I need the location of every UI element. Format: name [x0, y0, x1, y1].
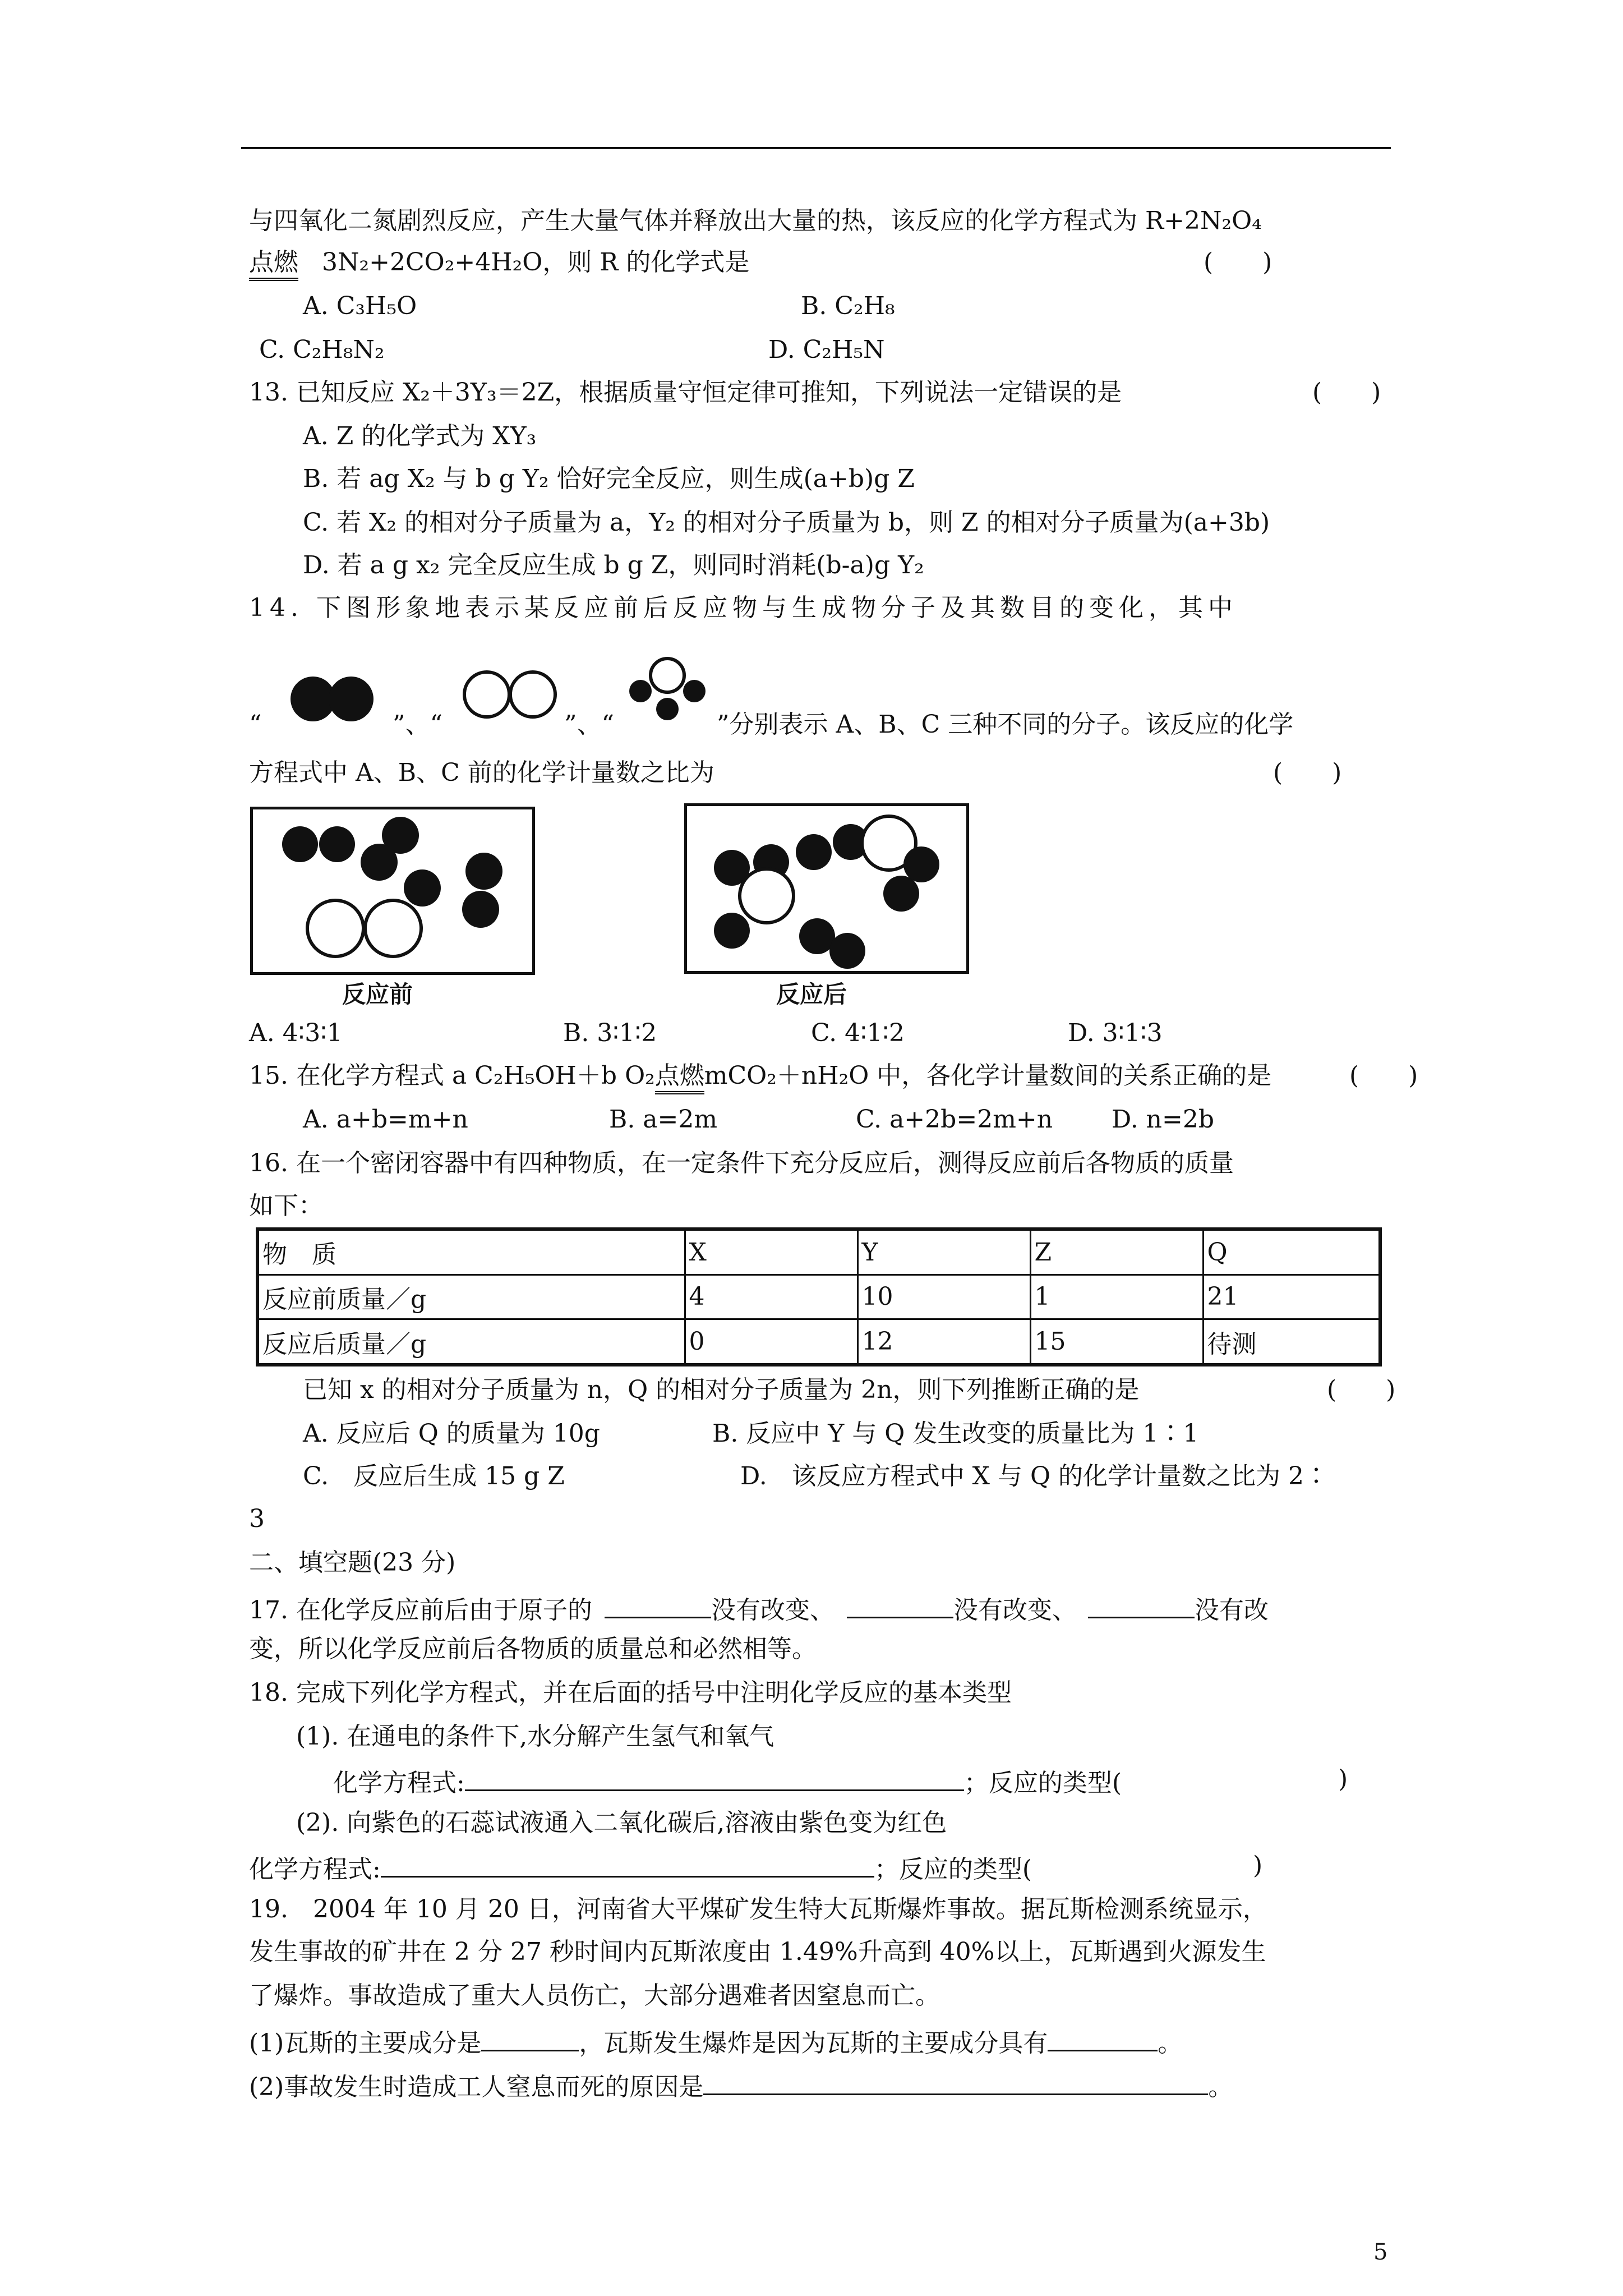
q12-option-d: D. C₂H₅N [768, 335, 885, 364]
page-number: 5 [1373, 2239, 1388, 2265]
q17-line1 [249, 1590, 1269, 1627]
q14-quote-open: “ [249, 710, 262, 739]
equation-blank[interactable] [381, 1849, 874, 1878]
table-cell: X [685, 1229, 857, 1274]
q14-answer-paren: ( ) [1273, 758, 1342, 787]
q12-line2-rest: 3N₂+2CO₂+4H₂O，则 R 的化学式是 [322, 248, 750, 277]
q14-stem: 14. 下图形象地表示某反应前后反应物与生成物分子及其数目的变化，其中 [249, 593, 1238, 622]
q14-option-a: A. 4∶3∶1 [249, 1019, 343, 1047]
q15-option-b: B. a=2m [609, 1105, 718, 1134]
q16-stem-line2: 如下： [249, 1191, 323, 1220]
q19-part2-text: (2)事故发生时造成工人窒息而死的原因是 [249, 2073, 704, 2101]
q16-stem-line1: 16. 在一个密闭容器中有四种物质，在一定条件下充分反应后，测得反应前后各物质的质量 [249, 1149, 1234, 1177]
type-label: ；反应的类型( [963, 1769, 1122, 1797]
q16-mass-table [256, 1227, 1382, 1366]
table-cell: 物 质 [257, 1229, 685, 1274]
q13-option-b: B. 若 ag X₂ 与 b g Y₂ 恰好完全反应，则生成(a+b)g Z [303, 464, 915, 493]
q16-option-b: B. 反应中 Y 与 Q 发生改变的质量比为 1∶1 [712, 1419, 1199, 1448]
q15-option-d: D. n=2b [1112, 1105, 1215, 1134]
table-cell: 0 [685, 1319, 857, 1365]
q15-stem-pre: 15. 在化学方程式 a C₂H₅OH＋b O₂ [249, 1061, 655, 1090]
equation-label: 化学方程式: [249, 1855, 381, 1884]
q18-part1-close: ) [1338, 1765, 1348, 1793]
q17-text-a: 17. 在化学反应前后由于原子的 [249, 1596, 592, 1625]
q16-option-d: D. 该反应方程式中 X 与 Q 的化学计量数之比为 2∶ [740, 1462, 1329, 1490]
q13-option-d: D. 若 a g x₂ 完全反应生成 b g Z，则同时消耗(b-a)g Y₂ [303, 551, 924, 579]
table-cell: Q [1203, 1229, 1380, 1274]
q14-stem-cont: ”分别表示 A、B、C 三种不同的分子。该反应的化学 [717, 710, 1294, 739]
molecule-a-icon [288, 672, 378, 724]
blank-field[interactable] [703, 2067, 1208, 2095]
q15-answer-paren: ( ) [1349, 1061, 1418, 1090]
equation-label: 化学方程式: [333, 1769, 465, 1797]
after-caption: 反应后 [776, 981, 847, 1008]
table-cell: 21 [1203, 1274, 1380, 1319]
q17-line2: 变，所以化学反应前后各物质的质量总和必然相等。 [249, 1635, 817, 1663]
q19-part1 [249, 2023, 1182, 2060]
molecule-c-icon [628, 655, 707, 724]
q14-option-b: B. 3∶1∶2 [563, 1019, 657, 1047]
equation-blank[interactable] [465, 1763, 964, 1791]
q18-part1: (1). 在通电的条件下,水分解产生氢气和氧气 [296, 1722, 774, 1751]
table-cell: 15 [1030, 1319, 1203, 1365]
after-molecules [687, 806, 966, 971]
blank-field[interactable] [605, 1590, 711, 1618]
table-row [257, 1319, 1380, 1365]
q12-option-a: A. C₃H₅O [303, 292, 417, 320]
after-reaction-box [684, 803, 969, 974]
table-cell: 4 [685, 1274, 857, 1319]
q14-option-d: D. 3∶1∶3 [1068, 1019, 1163, 1047]
type-label: ；反应的类型( [874, 1855, 1032, 1884]
table-cell: 12 [857, 1319, 1030, 1365]
q19-part1-text-a: (1)瓦斯的主要成分是 [249, 2029, 482, 2058]
q16-option-c: C. 反应后生成 15 g Z [303, 1462, 565, 1490]
q18-part1-answer [333, 1763, 1122, 1800]
molecule-b-icon [461, 668, 562, 721]
q19-part2-end: 。 [1208, 2073, 1233, 2101]
q15-option-c: C. a+2b=2m+n [856, 1105, 1053, 1134]
q18-part2-answer [249, 1849, 1032, 1887]
q13-answer-paren: ( ) [1312, 378, 1381, 407]
table-cell: 反应后质量／g [257, 1319, 685, 1365]
blank-field[interactable] [481, 2023, 579, 2051]
q16-option-a: A. 反应后 Q 的质量为 10g [303, 1419, 600, 1448]
q15-stem-post: mCO₂＋nH₂O 中，各化学计量数间的关系正确的是 [704, 1061, 1272, 1090]
section-2-heading: 二、填空题(23 分) [249, 1548, 456, 1577]
q16-stem-3: 已知 x 的相对分子质量为 n，Q 的相对分子质量为 2n，则下列推断正确的是 [303, 1375, 1140, 1404]
q16-option-d-cont: 3 [249, 1504, 265, 1533]
header-rule [241, 147, 1391, 149]
q15-ignite-condition: 点燃 [655, 1061, 704, 1094]
q19-part2 [249, 2067, 1233, 2104]
blank-field[interactable] [1048, 2023, 1158, 2051]
before-caption: 反应前 [342, 981, 413, 1008]
table-row [257, 1229, 1380, 1274]
q19-line3: 了爆炸。事故造成了重大人员伤亡，大部分遇难者因窒息而亡。 [249, 1981, 940, 2010]
q16-answer-paren: ( ) [1327, 1375, 1396, 1404]
q18-part2-close: ) [1253, 1851, 1263, 1880]
q17-text-c: 没有改变、 [953, 1596, 1077, 1625]
q14-stem-line3: 方程式中 A、B、C 前的化学计量数之比为 [249, 758, 714, 787]
table-cell: 反应前质量／g [257, 1274, 685, 1319]
blank-field[interactable] [847, 1590, 953, 1618]
q12-line2 [249, 246, 749, 279]
q12-line1: 与四氧化二氮剧烈反应，产生大量气体并释放出大量的热，该反应的化学方程式为 R+2N₂O₄ [249, 206, 1262, 235]
q12-option-b: B. C₂H₈ [801, 292, 895, 320]
q17-text-b: 没有改变、 [711, 1596, 834, 1625]
q17-text-d: 没有改 [1194, 1596, 1269, 1625]
table-cell: 待测 [1203, 1319, 1380, 1365]
q13-option-c: C. 若 X₂ 的相对分子质量为 a，Y₂ 的相对分子质量为 b，则 Z 的相对分子质量为(a+3b) [303, 508, 1270, 537]
table-row [257, 1274, 1380, 1319]
before-reaction-box [250, 807, 535, 975]
q19-line1: 19. 2004 年 10 月 20 日，河南省大平煤矿发生特大瓦斯爆炸事故。据瓦斯检测系统显示， [249, 1895, 1267, 1924]
before-molecules [253, 809, 532, 972]
q14-quote-sep1: ”、“ [393, 710, 442, 739]
q19-part1-end: 。 [1158, 2029, 1183, 2058]
q19-part1-text-b: ，瓦斯发生爆炸是因为瓦斯的主要成分具有 [579, 2029, 1048, 2058]
table-cell: Z [1030, 1229, 1203, 1274]
ignite-condition: 点燃 [249, 248, 298, 281]
q19-line2: 发生事故的矿井在 2 分 27 秒时间内瓦斯浓度由 1.49%升高到 40%以上，瓦斯遇到火源发生 [249, 1938, 1266, 1966]
q18-stem: 18. 完成下列化学方程式，并在后面的括号中注明化学反应的基本类型 [249, 1678, 1012, 1707]
table-cell: Y [857, 1229, 1030, 1274]
q12-option-c: C. C₂H₈N₂ [259, 335, 385, 364]
q18-part2: (2). 向紫色的石蕊试液通入二氧化碳后,溶液由紫色变为红色 [296, 1809, 947, 1837]
q13-option-a: A. Z 的化学式为 XY₃ [303, 422, 537, 450]
q13-stem: 13. 已知反应 X₂＋3Y₃＝2Z，根据质量守恒定律可推知，下列说法一定错误的是 [249, 378, 1122, 407]
table-cell: 1 [1030, 1274, 1203, 1319]
q12-answer-paren: ( ) [1204, 248, 1272, 277]
q15-stem [249, 1059, 1271, 1093]
q14-quote-sep2: ”、“ [564, 710, 614, 739]
q15-option-a: A. a+b=m+n [303, 1105, 468, 1134]
q14-option-c: C. 4∶1∶2 [811, 1019, 905, 1047]
table-cell: 10 [857, 1274, 1030, 1319]
blank-field[interactable] [1088, 1590, 1195, 1618]
